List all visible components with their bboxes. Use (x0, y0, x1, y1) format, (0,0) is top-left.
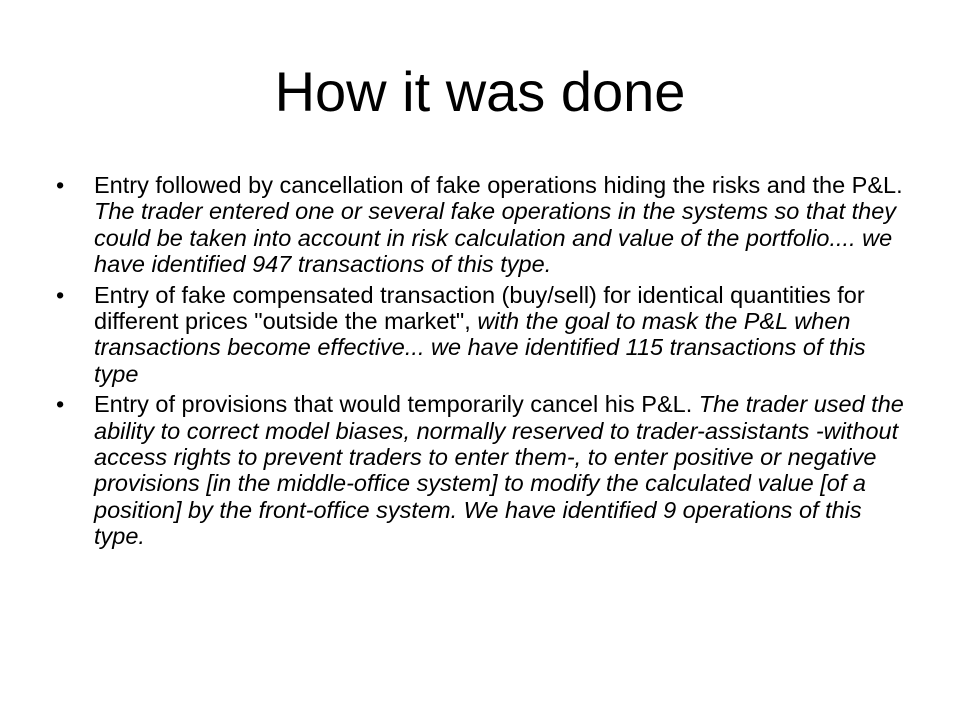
bullet-3-text-italic: The trader used the ability to correct model biases, normally reserved to trader-assistants -without access rights to prevent traders to enter them-, to enter positive or negative provisions [in the middle-office system] to modify the calculated value [of a position] by the front-office system. We have identified 9 operations of this type. (94, 391, 904, 550)
bullet-item-2 (54, 282, 914, 388)
bullet-marker: • (56, 281, 65, 308)
bullet-item-3 (54, 391, 914, 549)
bullet-3-text-plain: Entry of provisions that would temporarily cancel his P&L. (94, 391, 699, 418)
slide-title: How it was done (274, 60, 686, 123)
bullet-1-text-plain: Entry followed by cancellation of fake operations hiding the risks and the P&L. (94, 172, 903, 198)
bullet-marker: • (56, 172, 65, 198)
bullet-list (54, 172, 914, 554)
bullet-item-1 (54, 172, 914, 278)
bullet-2-text-italic: with the goal to mask the P&L when transactions become effective... we have identified 115 transactions of this type (94, 308, 866, 387)
bullet-2-text-plain: Entry of fake compensated transaction (buy/sell) for identical quantities for different prices "outside the market", (94, 281, 865, 335)
bullet-marker: • (56, 391, 65, 418)
bullet-1-text-italic: The trader entered one or several fake operations in the systems so that they could be taken into account in risk calculation and value of the portfolio.... we have identified 947 transactions of this type. (94, 198, 897, 278)
